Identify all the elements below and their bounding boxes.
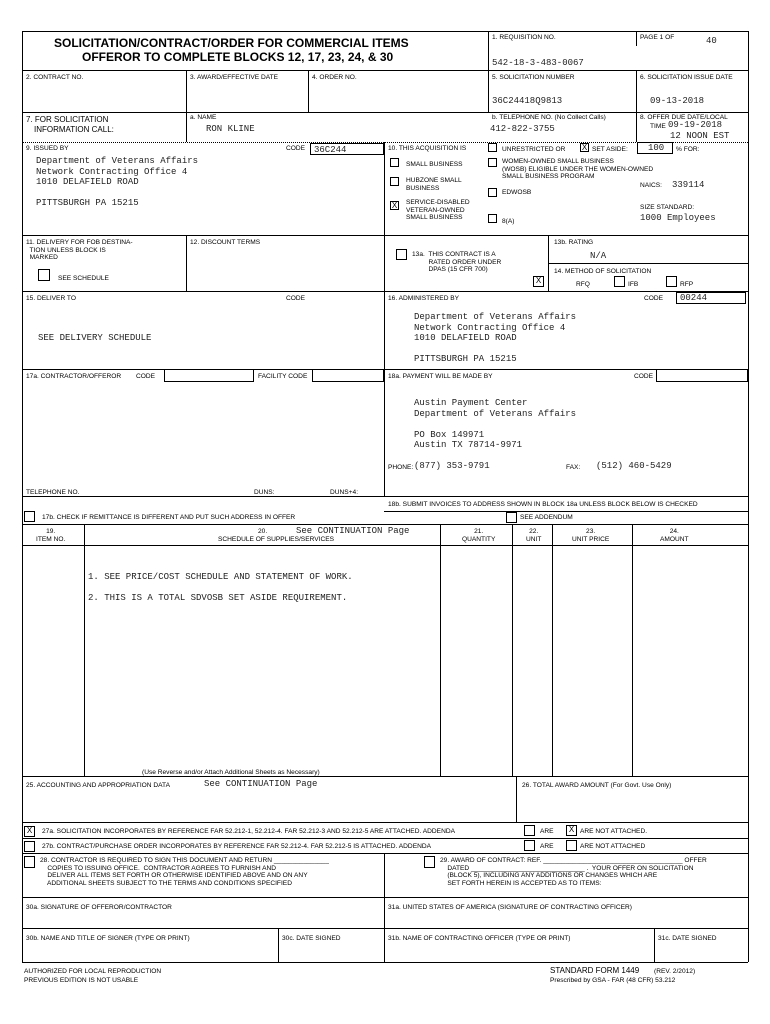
see-schedule-checkbox[interactable] [38, 269, 50, 281]
requisition-value[interactable]: 542-18-3-483-0067 [492, 58, 584, 68]
reverse-note: (Use Reverse and/or Attach Additional Sheets as Necessary) [142, 769, 320, 776]
footer-revision: (REV. 2/2012) [654, 968, 696, 975]
rating-value[interactable]: N/A [590, 251, 607, 261]
unrestricted-label: UNRESTRICTED OR [502, 146, 566, 153]
rfq-checkbox[interactable]: X [533, 276, 544, 287]
grid-line [22, 235, 748, 236]
telephone-label: b. TELEPHONE NO. (No Collect Calls) [492, 114, 606, 121]
grid-line [552, 524, 553, 776]
set-aside-checkbox[interactable]: X [581, 143, 588, 152]
grid-line [748, 31, 749, 962]
27b-checkbox[interactable] [24, 841, 35, 852]
grid-line [22, 369, 748, 370]
schedule-item[interactable]: 2. THIS IS A TOTAL SDVOSB SET ASIDE REQUIREMENT. [88, 593, 348, 603]
signature-30a-label: 30a. SIGNATURE OF OFFEROR/CONTRACTOR [26, 904, 172, 911]
issued-code-label: CODE [286, 145, 306, 152]
grid-line [22, 545, 748, 546]
info-call-label: 7. FOR SOLICITATION [26, 115, 109, 124]
form-title: SOLICITATION/CONTRACT/ORDER FOR COMMERCIAL ITEMS [54, 36, 409, 50]
telephone-value[interactable]: 412-822-3755 [490, 124, 555, 134]
grid-line [22, 838, 748, 839]
grid-line [636, 70, 637, 113]
name-label: a. NAME [190, 114, 217, 121]
duns4-label: DUNS+4: [330, 489, 359, 496]
grid-line [22, 776, 748, 777]
admin-code-field[interactable] [676, 292, 746, 304]
administered-by-address[interactable]: Department of Veterans Affairs Network Contracting Office 4 1010 DELAFIELD ROAD PITTSBURGH PA 15215 [414, 312, 577, 364]
eight-a-label: 8(A) [502, 218, 515, 225]
wosb-checkbox[interactable] [488, 158, 497, 167]
grid-line [308, 70, 309, 113]
amount-header: 24. AMOUNT [660, 528, 689, 543]
grid-line [384, 291, 385, 369]
issued-by-address[interactable]: Department of Veterans Affairs Network Contracting Office 4 1010 DELAFIELD ROAD PITTSBURGH PA 15215 [36, 156, 199, 208]
rfp-label: RFP [680, 281, 694, 288]
payment-label: 18a. PAYMENT WILL BE MADE BY [388, 373, 493, 380]
grid-line [186, 235, 187, 291]
see-schedule-label: SEE SCHEDULE [58, 275, 109, 282]
contractor-label: 17a. CONTRACTOR/OFFEROR [26, 373, 122, 380]
hubzone-label: HUBZONE SMALL BUSINESS [406, 177, 462, 192]
grid-line [186, 70, 187, 113]
page-label: PAGE 1 OF [640, 34, 675, 41]
rating-label: 13b. RATING [554, 239, 594, 246]
footer-previous-edition: PREVIOUS EDITION IS NOT USABLE [24, 977, 139, 984]
grid-line [22, 291, 748, 292]
issued-code-value: 36C244 [314, 145, 347, 155]
grid-line [440, 524, 441, 776]
27a-label: 27a. SOLICITATION INCORPORATES BY REFERENCE FAR 52.212-1, 52.212-4. FAR 52.212-3 AND 52.212-5 ARE ATTACHED. ADDENDA [42, 828, 455, 835]
rfq-label: RFQ [576, 281, 590, 288]
27b-label: 27b. CONTRACT/PURCHASE ORDER INCORPORATES BY REFERENCE FAR 52.212-4. FAR 52.212-5 IS ATTACHED. ADDENDA [42, 843, 432, 850]
administered-by-label: 16. ADMINISTERED BY [388, 295, 460, 302]
submit-invoices-label: 18b. SUBMIT INVOICES TO ADDRESS SHOWN IN BLOCK 18a UNLESS BLOCK BELOW IS CHECKED [388, 501, 698, 508]
27a-are-label: ARE [540, 828, 554, 835]
grid-line [636, 31, 637, 46]
grid-line [22, 31, 748, 32]
rfp-checkbox[interactable] [666, 276, 677, 287]
grid-line [384, 511, 748, 512]
remittance-checkbox[interactable] [24, 511, 35, 522]
contractor-code-label: CODE [136, 373, 156, 380]
grid-line [22, 897, 748, 898]
27a-are-not-label: ARE NOT ATTACHED. [580, 828, 648, 835]
set-aside-label: SET ASIDE: [592, 146, 628, 153]
size-standard-label: SIZE STANDARD: [640, 204, 695, 211]
fax-value[interactable]: (512) 460-5429 [596, 461, 672, 471]
award-date-label: 3. AWARD/EFFECTIVE DATE [190, 74, 279, 81]
fob-delivery-label: 11. DELIVERY FOR FOB DESTINA- TION UNLESS BLOCK IS MARKED [26, 239, 133, 262]
unrestricted-checkbox[interactable] [488, 143, 497, 152]
facility-code-label: FACILITY CODE [258, 373, 308, 380]
grid-line [22, 524, 748, 525]
grid-line [384, 853, 385, 962]
admin-code-value: 00244 [680, 293, 708, 303]
grid-line [22, 928, 748, 929]
naics-label: NAICS: [640, 182, 662, 189]
addendum-label: SEE ADDENDUM [520, 514, 573, 521]
discount-terms-label: 12. DISCOUNT TERMS [190, 239, 261, 246]
deliver-to-label: 15. DELIVER TO [26, 295, 76, 302]
grid-line [84, 524, 85, 776]
footer-form-name: STANDARD FORM 1449 [550, 966, 640, 975]
grid-line [516, 776, 517, 822]
grid-line [22, 496, 748, 497]
unit-header: 22. UNIT [526, 528, 542, 543]
total-award-label: 26. TOTAL AWARD AMOUNT (For Govt. Use Only) [522, 782, 672, 789]
grid-line [654, 928, 655, 962]
offer-due-time[interactable]: 12 NOON EST [670, 131, 730, 141]
phone-label: PHONE: [388, 464, 414, 471]
page-total[interactable]: 40 [706, 36, 717, 46]
officer-name-label: 31b. NAME OF CONTRACTING OFFICER (TYPE OR PRINT) [388, 935, 571, 942]
edwosb-label: EDWOSB [502, 189, 532, 196]
contract-no-label: 2. CONTRACT NO. [26, 74, 84, 81]
sdvosb-label: SERVICE-DISABLED VETERAN-OWNED SMALL BUSINESS [406, 199, 470, 222]
schedule-header: SCHEDULE OF SUPPLIES/SERVICES [218, 536, 335, 543]
block-28-text: 28. CONTRACTOR IS REQUIRED TO SIGN THIS DOCUMENT AND RETURN _______________ COPIES TO ISSUING OFFICE. CONTRACTOR AGREES TO FURNISH AND DELIVER ALL ITEMS SET FORTH OR OTHERWISE IDENTIFIED ABOVE AND ON ANY ADDITIONAL SHEETS SUBJECT TO THE TERMS AND CONDITIONS SPECIFIED [40, 857, 329, 887]
method-label: 14. METHOD OF SOLICITATION [554, 268, 652, 275]
offer-due-label: 8. OFFER DUE DATE/LOCAL [640, 114, 728, 121]
small-business-checkbox[interactable] [390, 158, 399, 167]
block-29-text: 29. AWARD OF CONTRACT: REF. ______________________________________ OFFER DATED _______________________________ . YOUR OFFER ON SOLICITATION (BLOCK 5), INCLUDING ANY ADDITIONS OR CHANGES WHICH ARE SET FORTH HEREIN IS ACCEPTED AS TO ITEMS: [440, 857, 707, 887]
eight-a-checkbox[interactable] [488, 214, 497, 223]
grid-line [384, 235, 385, 291]
facility-code-field[interactable] [312, 369, 384, 382]
accounting-label: 25. ACCOUNTING AND APPROPRIATION DATA [26, 782, 170, 789]
percent-for-label: % FOR: [676, 146, 700, 153]
solicitation-number-value[interactable]: 36C24418Q9813 [492, 96, 563, 106]
form-subtitle: OFFEROR TO COMPLETE BLOCKS 12, 17, 23, 24, & 30 [82, 50, 394, 64]
remittance-label: 17b. CHECK IF REMITTANCE IS DIFFERENT AND PUT SUCH ADDRESS IN OFFER [42, 514, 296, 521]
grid-line [22, 822, 748, 823]
footer-prescribed: Prescribed by GSA - FAR (48 CFR) 53.212 [550, 977, 676, 984]
unit-price-header: 23. UNIT PRICE [572, 528, 610, 543]
ifb-label: IFB [628, 281, 639, 288]
27a-are-not-checkbox[interactable]: X [566, 825, 577, 836]
27b-are-checkbox[interactable] [524, 840, 535, 851]
grid-line [22, 70, 748, 71]
footer-reproduction: AUTHORIZED FOR LOCAL REPRODUCTION [24, 968, 162, 975]
27b-are-label: ARE [540, 843, 554, 850]
admin-code-label: CODE [644, 295, 664, 302]
small-business-label: SMALL BUSINESS [406, 161, 463, 168]
hubzone-checkbox[interactable] [390, 177, 399, 186]
sdvosb-checkbox[interactable]: X [391, 201, 398, 210]
name-value[interactable]: RON KLINE [206, 124, 255, 134]
naics-value[interactable]: 339114 [672, 180, 705, 190]
grid-line [22, 853, 748, 854]
grid-line [384, 142, 385, 235]
signature-31a-label: 31a. UNITED STATES OF AMERICA (SIGNATURE OF CONTRACTING OFFICER) [388, 904, 632, 911]
schedule-item[interactable]: 1. SEE PRICE/COST SCHEDULE AND STATEMENT OF WORK. [88, 572, 353, 582]
telephone-no-label: TELEPHONE NO. [26, 489, 80, 496]
phone-value[interactable]: (877) 353-9791 [414, 461, 490, 471]
deliver-to-value[interactable]: SEE DELIVERY SCHEDULE [38, 333, 152, 343]
grid-line [186, 112, 187, 142]
offer-due-date[interactable]: 09-19-2018 [668, 120, 723, 130]
issue-date-value[interactable]: 09-13-2018 [650, 96, 705, 106]
schedule-number: 20. [258, 528, 268, 535]
grid-line [22, 962, 748, 963]
issued-code-field[interactable] [310, 143, 384, 155]
grid-line [632, 524, 633, 776]
set-aside-percent: 100 [648, 143, 665, 153]
acquisition-label: 10. THIS ACQUISITION IS [388, 145, 467, 152]
rated-order-label: 13a. THIS CONTRACT IS A RATED ORDER UNDER DPAS (15 CFR 700) [412, 251, 502, 274]
signer-date-label: 30c. DATE SIGNED [282, 935, 341, 942]
27b-are-not-checkbox[interactable] [566, 840, 577, 851]
deliver-code-label: CODE [286, 295, 306, 302]
grid-line [488, 31, 489, 113]
contractor-code-field[interactable] [164, 369, 254, 382]
payment-code-field[interactable] [656, 369, 748, 382]
solicitation-number-label: 5. SOLICITATION NUMBER [492, 74, 575, 81]
27b-are-not-label: ARE NOT ATTACHED [580, 843, 646, 850]
grid-line [22, 112, 748, 113]
ifb-checkbox[interactable] [614, 276, 625, 287]
grid-line [278, 928, 279, 962]
item-no-header: 19. ITEM NO. [36, 528, 66, 543]
27a-are-checkbox[interactable] [524, 825, 535, 836]
signer-name-label: 30b. NAME AND TITLE OF SIGNER (TYPE OR PRINT) [26, 935, 190, 942]
addendum-checkbox[interactable] [506, 512, 517, 523]
28-checkbox[interactable] [24, 856, 35, 868]
fax-label: FAX: [566, 464, 581, 471]
edwosb-checkbox[interactable] [488, 188, 497, 197]
grid-line [636, 112, 637, 142]
accounting-value[interactable]: See CONTINUATION Page [204, 779, 318, 789]
size-standard-value[interactable]: 1000 Employees [640, 213, 716, 223]
grid-line [548, 263, 748, 264]
requisition-label: 1. REQUISITION NO. [492, 34, 556, 41]
grid-line [512, 524, 513, 776]
time-label: TIME [650, 123, 666, 130]
set-aside-percent-field[interactable] [637, 142, 673, 154]
issue-date-label: 6. SOLICITATION ISSUE DATE [640, 74, 733, 81]
payment-code-label: CODE [634, 373, 654, 380]
27a-checkbox[interactable]: X [24, 826, 35, 837]
29-checkbox[interactable] [424, 856, 435, 868]
info-call-label-2: INFORMATION CALL: [34, 125, 114, 134]
wosb-label: WOMEN-OWNED SMALL BUSINESS (WOSB) ELIGIBLE UNDER THE WOMEN-OWNED SMALL BUSINESS PROGRAM [502, 158, 654, 181]
duns-label: DUNS: [254, 489, 275, 496]
schedule-continuation[interactable]: See CONTINUATION Page [296, 526, 410, 536]
officer-date-label: 31c. DATE SIGNED [658, 935, 717, 942]
quantity-header: 21. QUANTITY [462, 528, 496, 543]
order-no-label: 4. ORDER NO. [312, 74, 357, 81]
grid-line [384, 369, 385, 496]
payment-address[interactable]: Austin Payment Center Department of Veterans Affairs PO Box 149971 Austin TX 78714-9971 [414, 398, 577, 450]
issued-by-label: 9. ISSUED BY [26, 145, 69, 152]
rated-order-checkbox[interactable] [396, 249, 407, 260]
